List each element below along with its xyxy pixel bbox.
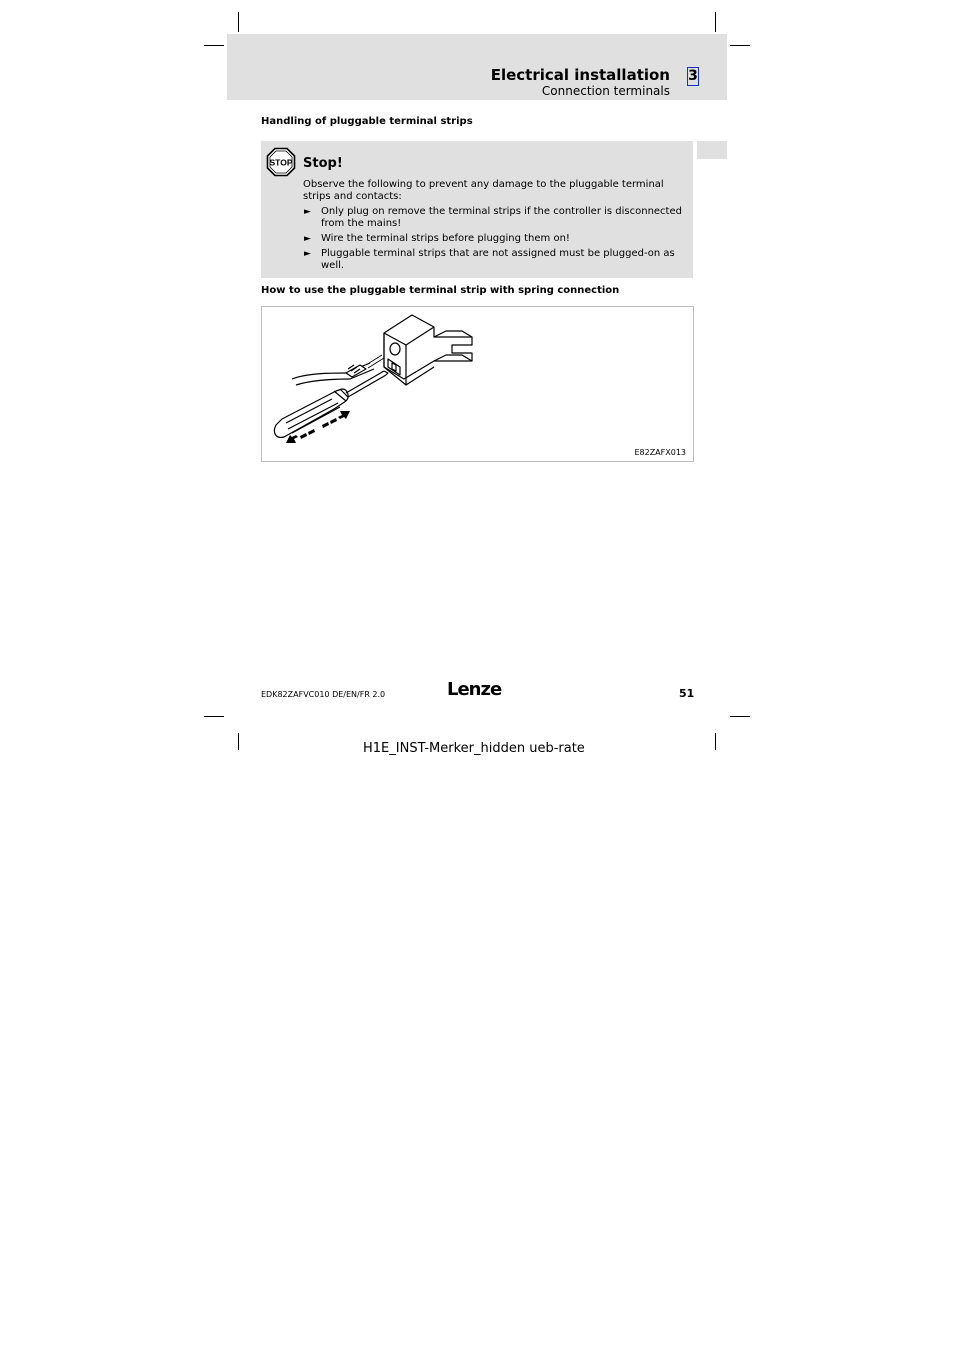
crop-mark — [204, 716, 224, 717]
crop-mark — [730, 45, 750, 46]
section-heading: How to use the pluggable terminal strip with spring connection — [261, 285, 620, 296]
figure — [261, 306, 694, 462]
bullet-arrow-icon: ► — [304, 249, 311, 259]
document-id: EDK82ZAFVC010 DE/EN/FR 2.0 — [261, 690, 386, 699]
bullet-arrow-icon: ► — [304, 207, 311, 217]
marker-text: H1E_INST-Merker_hidden ueb-rate — [363, 741, 585, 756]
page-number: 51 — [679, 687, 695, 700]
chapter-number[interactable]: 3 — [688, 68, 698, 84]
figure-code: E82ZAFX013 — [634, 448, 686, 457]
crop-mark — [204, 45, 224, 46]
crop-mark — [730, 716, 750, 717]
bullet-arrow-icon: ► — [304, 234, 311, 244]
stop-list — [303, 206, 687, 272]
page-subtitle: Connection terminals — [541, 84, 670, 98]
lenze-logo: Lenze — [447, 679, 502, 700]
stop-intro: Observe the following to prevent any damage to the pluggable terminal strips and contacts: — [303, 179, 664, 202]
list-item-text: Only plug on remove the terminal strips if the controller is disconnected from the mains! — [321, 206, 682, 229]
crop-mark — [238, 12, 239, 32]
list-item — [303, 248, 687, 272]
list-item-text: Wire the terminal strips before plugging them on! — [321, 233, 570, 244]
section-heading: Handling of pluggable terminal strips — [261, 116, 473, 127]
terminal-strip-illustration — [262, 307, 693, 461]
stop-sign-label: STOP — [269, 157, 293, 168]
page-title: Electrical installation — [490, 66, 670, 84]
side-tab — [697, 141, 727, 159]
stop-body — [303, 179, 687, 275]
stop-notice — [261, 141, 693, 278]
list-item — [303, 233, 687, 245]
crop-mark — [715, 12, 716, 32]
crop-mark — [238, 733, 239, 750]
list-item-text: Pluggable terminal strips that are not assigned must be plugged-on as well. — [321, 248, 675, 271]
stop-title: Stop! — [303, 156, 343, 171]
list-item — [303, 206, 687, 230]
crop-mark — [715, 733, 716, 750]
stop-sign-icon — [266, 147, 296, 177]
